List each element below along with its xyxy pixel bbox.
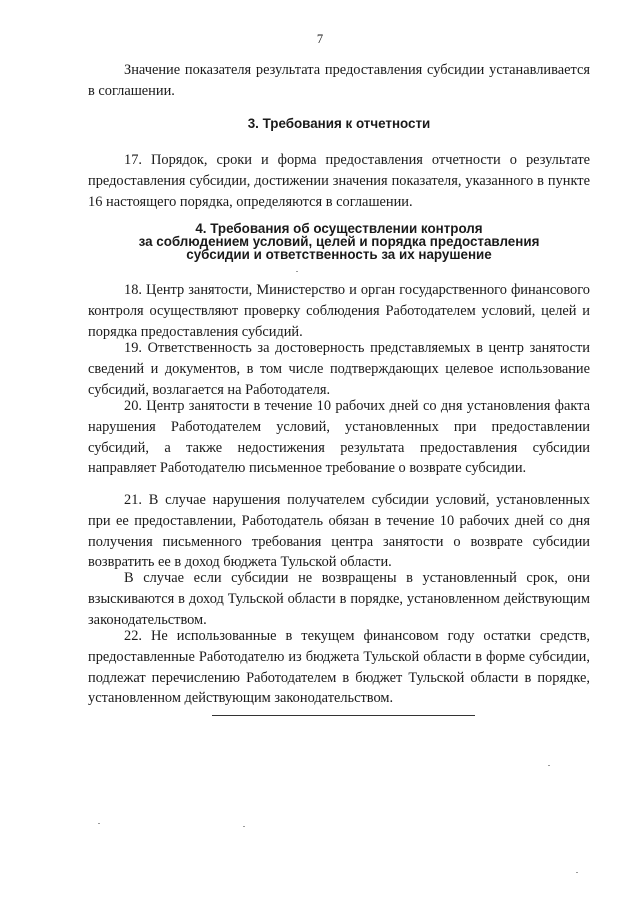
page-number: 7 [316, 32, 324, 46]
paragraph-22: 22. Не использованные в текущем финансовом году остатки средств, предоставленные Работодателю из бюджета Тульской области в форме субсидии, подлежат перечислению Работодателем в бюджет Тульской области в порядке, установленном действующим законодательством. [88, 628, 590, 707]
paragraph-18: 18. Центр занятости, Министерство и орган государственного финансового контроля осуществляют проверку соблюдения Работодателем условий, целей и порядка предоставления субсидий. [88, 282, 590, 340]
scan-speck [98, 823, 100, 824]
scan-speck [576, 872, 578, 873]
paragraph-21-continued: В случае если субсидии не возвращены в установленный срок, они взыскиваются в доход Тульской области в порядке, установленном действующим законодательством. [88, 570, 590, 628]
section-4-heading-line-2: за соблюдением условий, целей и порядка предоставления [138, 234, 540, 249]
scan-speck [296, 271, 298, 272]
paragraph-20: 20. Центр занятости в течение 10 рабочих дней со дня установления факта нарушения Работодателем условий, установленных при предоставлении субсидий, а также недостижения результата предоставления субсидии направляет Работодателю письменное требование о возврате субсидии. [88, 398, 590, 477]
paragraph-16-tail: Значение показателя результата предоставления субсидии устанавливается в соглашении. [88, 62, 590, 99]
scan-speck [243, 826, 245, 827]
paragraph-19: 19. Ответственность за достоверность представляемых в центр занятости сведений и документов, в том числе подтверждающих целевое использование субсидий, возлагается на Работодателя. [88, 340, 590, 398]
section-4-heading-line-1: 4. Требования об осуществлении контроля [195, 221, 483, 236]
closing-rule [212, 715, 475, 716]
paragraph-21: 21. В случае нарушения получателем субсидии условий, установленных при ее предоставлении, Работодатель обязан в течение 10 рабочих дней со дня получения письменного требования центра занятости о возврате субсидии возвратить ее в доход бюджета Тульской области. [88, 492, 590, 571]
paragraph-17: 17. Порядок, сроки и форма предоставления отчетности о результате предоставления субсидии, достижении значения показателя, указанного в пункте 16 настоящего порядка, определяются в соглашении. [88, 152, 590, 210]
scan-speck [548, 765, 550, 766]
section-3-heading: 3. Требования к отчетности [247, 116, 431, 131]
section-4-heading-line-3: субсидии и ответственность за их нарушение [186, 247, 492, 262]
